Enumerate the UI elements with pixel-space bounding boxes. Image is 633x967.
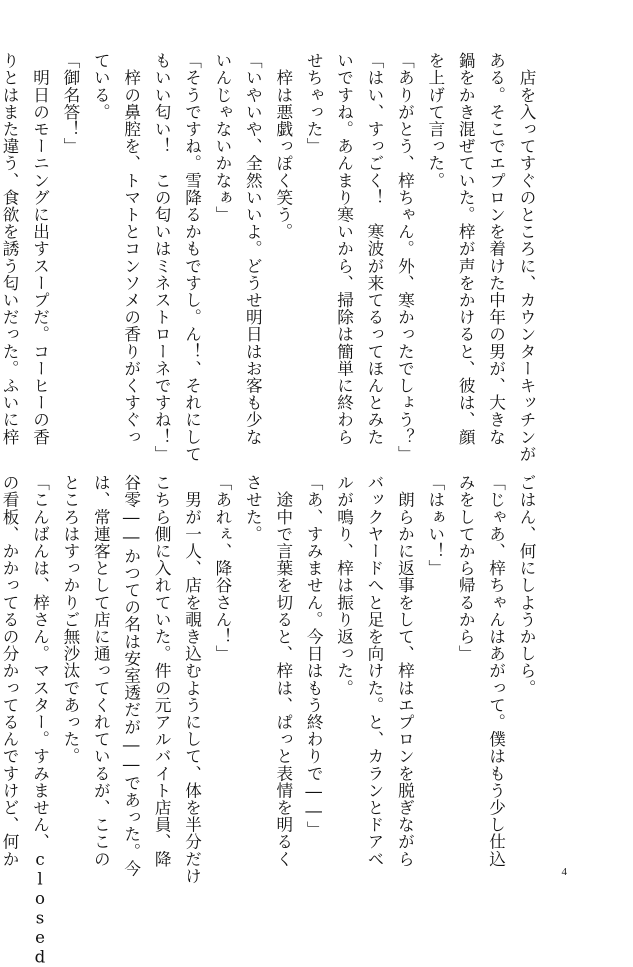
text-line: こちら側に入れていた。件の元アルバイト店員、降 <box>152 474 172 868</box>
text-line: ている。 <box>91 52 111 121</box>
text-line: 「いやいや、全然いいよ。どうせ明日はお客も少な <box>243 52 263 446</box>
text-line: 「こんばんは、梓さん。マスター。すみません、closed <box>30 474 50 967</box>
text-line: は、常連客として店に通ってくれているが、ここの <box>91 474 111 868</box>
text-line: 「じゃあ、梓ちゃんはあがって。僕はもう少し仕込 <box>486 474 506 868</box>
text-line: せちゃった」 <box>304 52 324 155</box>
top-text-block <box>0 52 541 463</box>
text-line: 谷零――かつての名は安室透だが――であった。今 <box>121 474 141 877</box>
text-line: 「あ、すみません。今日はもう終わりで――」 <box>304 474 324 838</box>
text-line: いんじゃないかなぁ」 <box>212 52 232 223</box>
text-line: 途中で言葉を切ると、梓は、ぱっと表情を明るく <box>273 474 293 868</box>
text-line: 店を入ってすぐのところに、カウンターキッチンが <box>517 52 536 463</box>
bottom-text-block <box>0 474 541 967</box>
text-line: みをしてから帰るから」 <box>456 474 476 663</box>
text-line: バックヤードへと足を向けた。と、カランとドアベ <box>364 474 384 868</box>
text-line: 「ありがとう、梓ちゃん。外、寒かったでしょう？」 <box>395 52 415 463</box>
text-line: の看板、かかってるの分かってるんですけど、何か <box>0 474 20 868</box>
text-line: いですね。あんまり寒いから、掃除は簡単に終わら <box>334 52 354 446</box>
text-line: ごはん、何にしようかしら。 <box>517 474 536 697</box>
text-line: 梓は悪戯っぽく笑う。 <box>273 52 293 241</box>
text-line: させた。 <box>243 474 263 543</box>
text-line: 「御名答！」 <box>60 52 80 155</box>
text-line: ルが鳴り、梓は振り返った。 <box>334 474 354 697</box>
text-line: 「はい、すっごく！ 寒波が来てるってほんとみた <box>364 52 384 446</box>
text-line: 「あれぇ、降谷さん！」 <box>212 474 232 663</box>
text-line: 梓の鼻腔を、トマトとコンソメの香りがくすぐっ <box>121 52 141 446</box>
text-line: ある。そこでエプロンを着けた中年の男が、大きな <box>486 52 506 446</box>
text-line: 男が一人、店を覗き込むようにして、体を半分だけ <box>182 474 202 885</box>
text-line: 朗らかに返事をして、梓はエプロンを脱ぎながら <box>395 474 415 868</box>
text-line: もいい匂い！ この匂いはミネストローネですね！」 <box>152 52 172 463</box>
text-line: を上げて言った。 <box>425 52 445 189</box>
text-line: りとはまた違う、食欲を誘う匂いだった。ふいに梓 <box>0 52 20 446</box>
page-number: 4 <box>561 866 567 878</box>
text-line: ところはすっかりご無沙汰であった。 <box>60 474 80 765</box>
text-line: 明日のモーニングに出すスープだ。コーヒーの香 <box>30 52 50 446</box>
text-line: 「はぁい！」 <box>425 474 445 577</box>
text-line: 鍋をかき混ぜていた。梓が声をかけると、彼は、顔 <box>456 52 476 446</box>
text-line: 「そうですね。雪降るかもですし。ん！、それにして <box>182 52 202 463</box>
